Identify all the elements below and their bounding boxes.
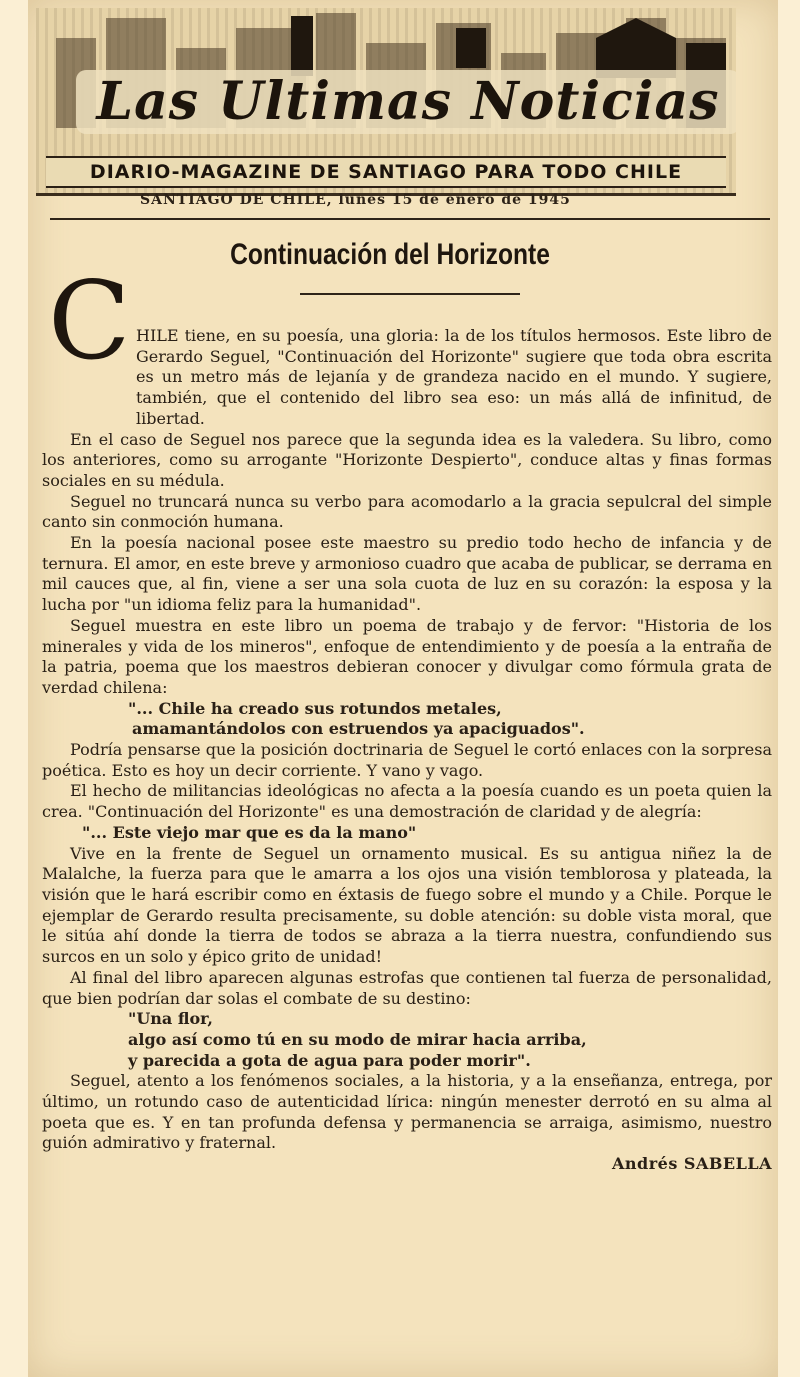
paragraph: Podría pensarse que la posición doctrinaria de Seguel le cortó enlaces con la sorpresa poética. Esto es hoy un decir corriente. Y vano y vago.: [42, 740, 772, 780]
masthead: [36, 8, 736, 196]
masthead-tagline: DIARIO-MAGAZINE DE SANTIAGO PARA TODO CHILE: [46, 156, 726, 188]
paragraph: El hecho de militancias ideológicas no afecta a la poesía cuando es un poeta quien la crea. "Continuación del Horizonte" es una demostración de claridad y de alegría:: [42, 781, 772, 822]
verse-line: algo así como tú en su modo de mirar hacia arriba,: [128, 1029, 587, 1049]
paragraph: Al final del libro aparecen algunas estrofas que contienen tal fuerza de personalidad, que bien podrían dar solas el combate de su destino:: [42, 967, 772, 1008]
article-headline: Continuación del Horizonte: [230, 238, 550, 271]
paragraph: Seguel muestra en este libro un poema de trabajo y de fervor: "Historia de los minerales y vida de los mineros", enfoque de entendimiento y de poesía a la entraña de la patria, poema que los maestros debieran conocer y divulgar como fórmula grata de verdad chilena:: [42, 615, 772, 697]
paragraph: En la poesía nacional posee este maestro su predio todo hecho de infancia y de ternura. El amor, en este breve y armonioso cuadro que acaba de publicar, se derrama en mil cauces que, al fin, viene a ser una sola cuota de luz en su corazón: la esposa y la lucha por "un idioma feliz para la humanidad".: [42, 533, 772, 615]
verse-line: "... Chile ha creado sus rotundos metales,: [128, 698, 502, 718]
header-rule: [50, 218, 770, 220]
paragraph: Vive en la frente de Seguel un ornamento musical. Es su antigua niñez la de Malalche, la fuerza para que le amarra a los ojos una visión temblorosa y plateada, la visión que le hará escribir como en éxtasis de fuego sobre el mundo y a Chile. Porque le ejemplar de Gerardo resulta precisamente, su doble atención: su doble vista moral, que le sitúa ahí donde la tierra de todos se abraza a la tierra nuestra, confundiendo sus surcos en un solo y épico grito de unidad!: [42, 843, 772, 967]
signature-line: [42, 1154, 772, 1175]
dateline: SANTIAGO DE CHILE, lunes 15 de enero de 1945: [140, 192, 571, 208]
article-body: [42, 326, 772, 1346]
author-signature: Andrés SABELLA: [611, 1154, 772, 1174]
verse-line: "... Este viejo mar que es da la mano": [82, 822, 417, 842]
headline-rule: [300, 293, 520, 295]
drop-cap: C: [48, 259, 131, 384]
newspaper-logo: Las Ultimas Noticias: [76, 70, 736, 134]
verse-line: y parecida a gota de agua para poder morir".: [128, 1050, 531, 1070]
verse-line: "Una flor,: [128, 1009, 213, 1029]
verse-line: amamantándolos con estruendos ya apaciguados".: [132, 719, 585, 739]
paragraph: Seguel no truncará nunca su verbo para acomodarlo a la gracia sepulcral del simple canto sin conmoción humana.: [42, 491, 772, 532]
paragraph: Seguel, atento a los fenómenos sociales, a la historia, y a la enseñanza, entrega, por último, un rotundo caso de autenticidad lírica: ningún menester derrotó en su alma al poeta que es. Y en tan profunda defensa y permanencia se arraiga, asimismo, nuestro guión admirativo y fraternal.: [42, 1071, 772, 1153]
paragraph: HILE tiene, en su poesía, una gloria: la de los títulos hermosos. Este libro de Gerardo Seguel, "Continuación del Horizonte" sugiere que toda obra escrita es un metro más de lejanía y de grandeza nacido en el mundo. Y sugiere, también, que el contenido del libro sea eso: un más allá de infinitud, de libertad.: [136, 326, 772, 428]
paragraph: En el caso de Seguel nos parece que la segunda idea es la valedera. Su libro, como los anteriores, como su arrogante "Horizonte Despierto", conduce altas y finas formas sociales en su médula.: [42, 429, 772, 490]
